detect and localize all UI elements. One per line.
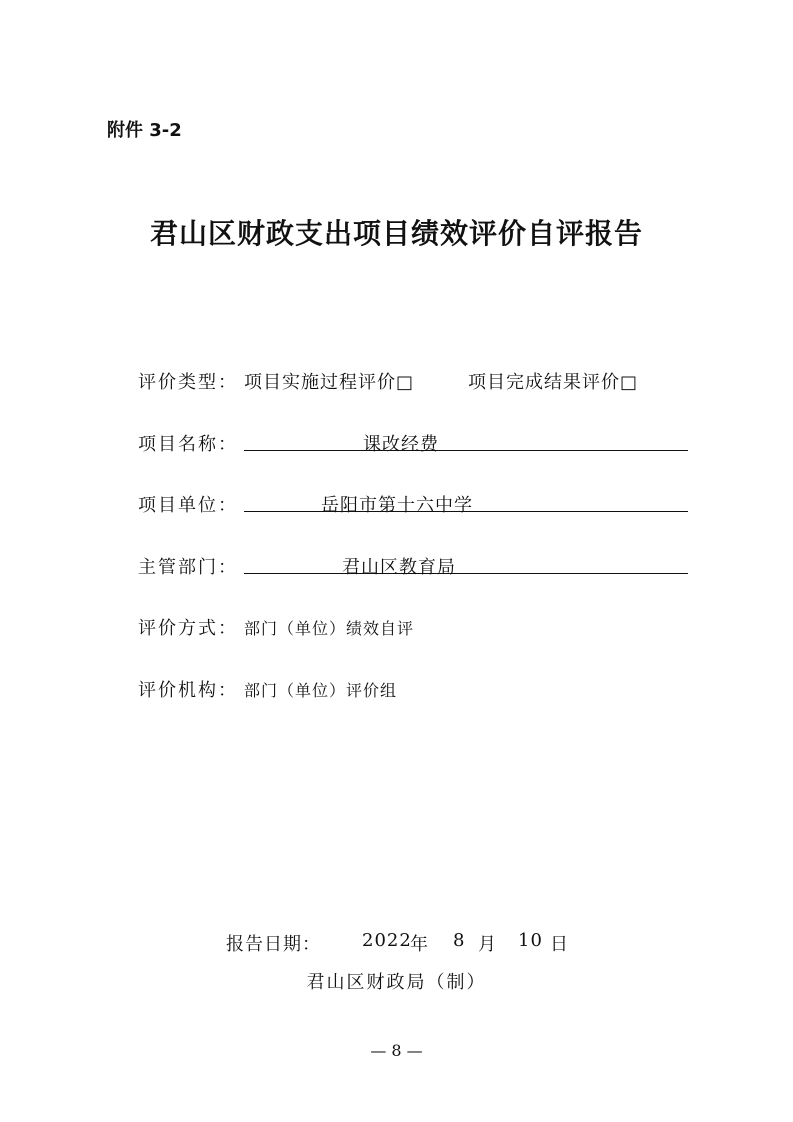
dept-label: 主管部门： (138, 557, 238, 578)
report-date-label: 报告日期： (226, 934, 321, 955)
report-date-year-unit: 年 (410, 934, 429, 955)
report-title: 君山区财政支出项目绩效评价自评报告 (149, 217, 643, 250)
report-date-month-unit: 月 (478, 934, 497, 955)
option-result-text: 项目完成结果评价 (468, 372, 620, 393)
issuer: 君山区财政局（制） (306, 972, 487, 993)
eval-type-label: 评价类型： (138, 372, 238, 393)
project-name-label: 项目名称： (138, 434, 238, 455)
report-date-day-unit: 日 (550, 934, 569, 955)
report-date-day: 10 (518, 930, 543, 951)
project-unit-label: 项目单位： (138, 495, 238, 516)
dept-underline (244, 573, 688, 574)
eval-method-value: 部门（单位）绩效自评 (244, 619, 415, 638)
eval-org-label: 评价机构： (138, 680, 238, 701)
attachment-number: 附件 3-2 (107, 120, 182, 141)
checkbox-process[interactable]: □ (396, 372, 415, 393)
option-process-text: 项目实施过程评价 (244, 372, 396, 393)
eval-type-option-process (244, 368, 414, 394)
project-unit-underline (244, 511, 688, 512)
project-name-value: 课改经费 (363, 434, 439, 455)
checkbox-result[interactable]: □ (620, 372, 639, 393)
report-date-year: 2022 (362, 930, 412, 951)
report-date-month: 8 (453, 930, 466, 951)
eval-method-label: 评价方式： (138, 618, 238, 639)
eval-org-value: 部门（单位）评价组 (244, 681, 398, 700)
project-unit-value: 岳阳市第十六中学 (321, 495, 473, 516)
project-name-underline (244, 450, 688, 451)
eval-type-option-result (468, 368, 638, 394)
dept-value: 君山区教育局 (342, 557, 456, 578)
page-number: — 8 — (370, 1041, 423, 1060)
